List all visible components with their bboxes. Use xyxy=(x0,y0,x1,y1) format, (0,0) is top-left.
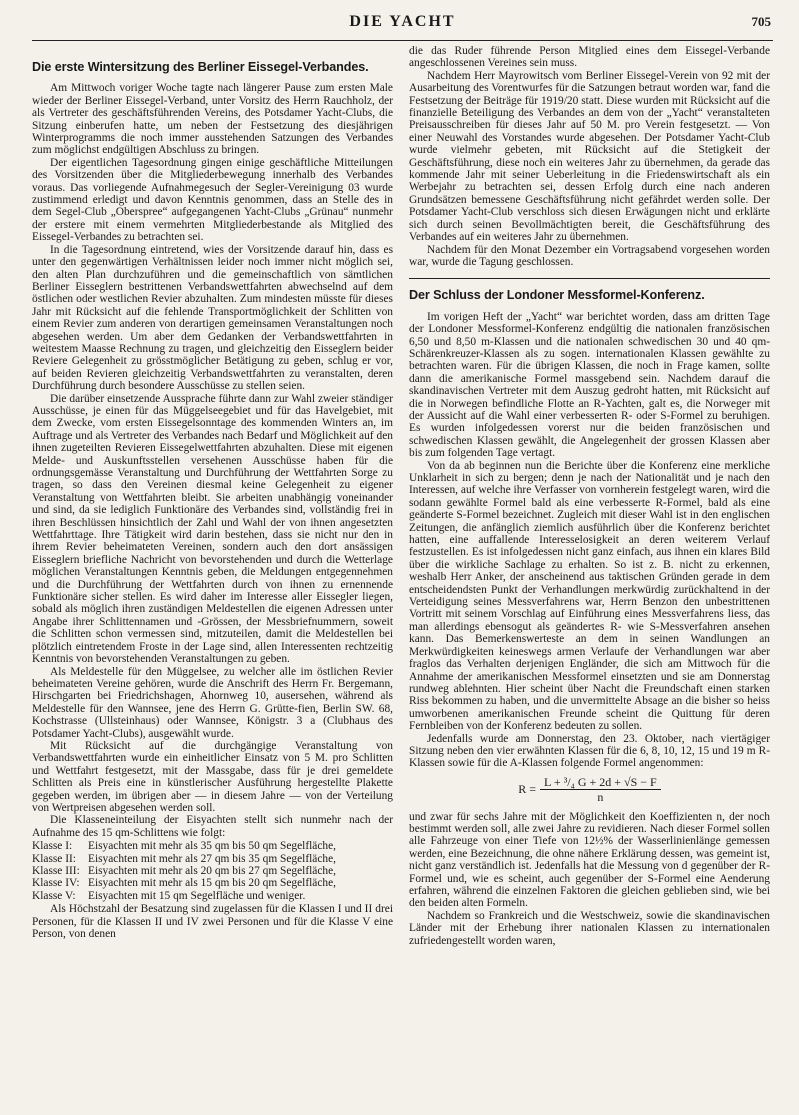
publication-title: DIE YACHT xyxy=(349,13,456,30)
article-columns xyxy=(32,45,773,1115)
paragraph: Nachdem für den Monat Dezember ein Vortragsabend vorgesehen worden war, wurde die Tagung geschlossen. xyxy=(409,243,770,268)
class-label: Klasse IV: xyxy=(32,877,80,890)
class-text: Eisyachten mit mehr als 20 qm bis 27 qm Segelfläche, xyxy=(88,865,337,877)
paragraph: Nachdem so Frankreich und die Westschweiz, sowie die skandinavischen Länder mit der Erhebung ihrer nationalen Klassen zu internationalen zufriedengestellt worden waren, xyxy=(409,909,770,947)
left-column xyxy=(32,45,393,1115)
section-divider xyxy=(409,278,770,279)
paragraph: Am Mittwoch voriger Woche tagte nach längerer Pause zum ersten Male wieder der Berliner Eissegel-Verband, unter Vorsitz des Herrn Rauchholz, der als Vertreter des geschäftsführenden Vereins, des Potsdamer Yacht-Clubs, die Sitzung einberufen hatte, um neben der Festsetzung des diesjährigen Winterprogramms die noch immer ausstehenden Satzungen des Verbandes zum möglichst endgültigen Abschluss zu bringen. xyxy=(32,82,393,157)
formula-numerator: L + ³/₄ G + 2d + √S − F xyxy=(540,776,661,790)
paragraph: Mit Rücksicht auf die durchgängige Veranstaltung von Verbandswettfahrten wurde ein einheitlicher Einsatz von 5 M. pro Schlitten und Wettfahrt festgesetzt, mit der Massgabe, dass für je drei gemeldete Schlitten als Preis eine in künstlerischer Ausführung hergestellte Plakette gegeben werden, im übrigen aber — in diesem Jahre — von der Verteilung von Wertpreisen abgesehen werden soll. xyxy=(32,739,393,814)
class-row xyxy=(32,890,393,902)
formula-lhs: R = xyxy=(518,782,537,797)
class-list xyxy=(32,840,393,902)
paragraph: Die darüber einsetzende Aussprache führte dann zur Wahl zweier ständiger Ausschüsse, je einen für das Müggelseegebiet und für das Havelgebiet, mit dem Zwecke, vom ersten Eissegelsonntage des kommenden Winters an, im Auftrage und als Vertreter des Verbandes nach Bedarf und Möglichkeit auf den ihnen zugeteilten Revieren Eissegelwettfahrten abzuhalten. Diese mit eigenen Melde- und Auskunftsstellen versehenen Ausschüsse haben für die ordnungsgemässe Veranstaltung und Durchführung der Wettfahrten Sorge zu tragen, so dass den Vereinen diesmal keine Gelegenheit zu eigener Veranstaltung von Wettfahrten bleibt. Sie arbeiten unabhängig voneinander und sind, da sie lediglich Funktionäre des Verbandes sind, vollständig frei in ihren Beschlüssen hinsichtlich der Zahl und Wahl der von ihnen angesetzten Wettfahrttage. Ihre Tätigkeit wird darin bestehen, dass sie nicht nur den in ihrem Revier beheimateten Vereinen, sondern auch den dort ansässigen Eisseglern briefliche Nachricht von bevorstehenden und durch die Wetterlage möglichen Veranstaltungen Kenntnis geben, die Meldungen entgegennehmen und die Durchführung der Wettfahrten durch von ihnen zu ernennende Funktionäre sicher stellen. Es wird daher im Interesse aller Eissegler liegen, sobald als möglich ihren zuständigen Meldestellen die eigenen Adressen unter Angabe ihrer Schlittennamen und -Grössen, der Messbriefnummern, soweit die Schlitten schon vermessen sind, mitzuteilen, damit die Meldestellen bei plötzlich eintretendem Froste in der Lage sind, allen Interessenten rechtzeitig Kenntnis von bevorstehenden Veranstaltungen zu geben. xyxy=(32,392,393,666)
paragraph: In die Tagesordnung eintretend, wies der Vorsitzende darauf hin, dass es unter den gegenwärtigen Verhältnissen leider noch immer nicht möglich sei, den alten Plan durchzuführen und die gemeinschaftlich von sämtlichen Berliner Eisseglern bestrittenen Verbandswettfahrten abwechselnd auf dem östlichen oder westlichen Revier abzuhalten. Zum mindesten müsste für dieses Jahr mit Rücksicht auf die fehlende Transportmöglichkeit der Schlitten von einem Revier zum anderen von derartigen gemeinsamen Veranstaltungen noch abgesehen werden. Um aber dem Gedanken der Verbandswettfahrten in weitestem Maasse Rechnung zu tragen, und gleichzeitig den Eisseglern beider Reviere Gelegenheit zu grösstmöglicher Betätigung zu geben, schlug er vor, auf beiden Revieren gleichzeitig Verbandswettfahrten zu veranstalten, deren Durchführung durch besondere Ausschüsse zu stellen seien. xyxy=(32,243,393,393)
class-row xyxy=(32,865,393,877)
paragraph: Als Meldestelle für den Müggelsee, zu welcher alle im östlichen Revier beheimateten Vereine gehören, wurde die Anschrift des Herrn Fr. Bergemann, Hirschgarten bei Friedrichshagen, Ahornweg 10, ausersehen, während als Meldestelle für den Wannsee, jene des Herrn G. Grütte-fien, Berlin SW. 68, Kochstrasse (Ullsteinhaus) oder Wannsee, Königstr. 3 a (Clubhaus des Potsdamer Yacht-Clubs), ausgewählt wurde. xyxy=(32,665,393,740)
class-text: Eisyachten mit mehr als 35 qm bis 50 qm Segelfläche, xyxy=(88,840,337,853)
page-number: 705 xyxy=(751,14,771,29)
paragraph: Der eigentlichen Tagesordnung gingen einige geschäftliche Mitteilungen des Vorsitzenden über die Mitgliederbewegung innerhalb des Verbandes voraus. Das vorliegende Aufnahmegesuch der Segler-Vereinigung 03 wurde zustimmend erledigt und davon Kenntnis genommen, dass an Stelle des in dem Segel-Club „Oberspree“ aufgegangenen Yacht-Clubs „Grünau“ nunmehr der erstere mit einem vermehrten Mitgliederbestande als Mitglied des Eissegel-Verbandes zu betrachten sei. xyxy=(32,156,393,244)
paragraph: und zwar für sechs Jahre mit der Möglichkeit den Koeffizienten n, der noch bestimmt werden soll, alle zwei Jahre zu revidieren. Nach dieser Formel sollen alle Fahrzeuge von einer Tiefe von 12½% der Wasserlinienlänge gemessen werden, eine Bezeichnung, die ohne nähere Erklärung dessen, was gemeint ist, nicht ganz verständlich ist. Jedenfalls hat die Messung von d gegenüber der R-Formel und, wie es scheint, auch gegenüber der S-Formel eine Aenderung erfahren, während die einzelnen Faktoren die gleichen geblieben sind, wie bei den beiden alten Formeln. xyxy=(409,810,770,910)
class-row xyxy=(32,877,393,889)
class-text: Eisyachten mit mehr als 15 qm bis 20 qm Segelfläche, xyxy=(88,877,337,890)
right-column xyxy=(409,45,770,1115)
paragraph: Als Höchstzahl der Besatzung sind zugelassen für die Klassen I und II drei Personen, für die Klassen II und IV zwei Personen und für die Klasse V eine Person, von denen xyxy=(32,903,393,941)
class-label: Klasse III: xyxy=(32,865,80,877)
article-title-eissegel: Die erste Wintersitzung des Berliner Eissegel-Verbandes. xyxy=(32,60,369,74)
paragraph: Im vorigen Heft der „Yacht“ war berichtet worden, dass am dritten Tage der Londoner Messformel-Konferenz endgültig die nationalen französischen 6,50 und 8,50 m-Klassen und die nationalen schwedischen 30 und 40 qm-Schärenkreuzer-Klassen als zu sogen. internationalen Klassen gewählte zu betrachten waren. Für die übrigen Klassen, die noch in Frage kamen, sollte dann die amerikanische Formel massgebend sein. Nachdem darauf die skandinavischen Vertreter mit dem Auszug gedroht hatten, mit Rücksicht auf die in Norwegen befindliche Flotte an R-Yachten, galt es, die Norweger mit der Aussicht auf die Wahl einer verbesserten R- oder S-Formel zu beruhigen. Es wurden infolgedessen vorerst nur die beiden französischen und schwedischen Klassen gewählt, die Angelegenheit der grossen Klassen aber bis zum folgenden Tage vertagt. xyxy=(409,310,770,460)
class-row xyxy=(32,840,393,852)
rating-formula xyxy=(409,776,770,804)
class-text: Eisyachten mit 15 qm Segelfläche und weniger. xyxy=(88,889,306,902)
paragraph: Die Klasseneinteilung der Eisyachten stellt sich nunmehr nach der Aufnahme des 15 qm-Schlittens wie folgt: xyxy=(32,814,393,839)
class-label: Klasse V: xyxy=(32,889,76,902)
paragraph: Von da ab beginnen nun die Berichte über die Konferenz eine merkliche Unklarheit in sich zu bergen; denn je nach der Nationalität und je nach den Interessen, auf welche ihre Verfasser von vornherein festgelegt waren, wird die sodann gewählte Formel bald als eine verbesserte R-Formel, bald als eine geänderte S-Formel bezeichnet. Zugleich mit dieser Wahl ist in den englischen Zeitungen, die anfänglich ziemlich ausführlich über die Konferenz berichtet hatten, eine auffallende Interesselosigkeit an deren weiterem Verlauf festzustellen. Es ist infolgedessen nicht ganz einfach, aus ihnen ein klares Bild über die wirkliche Sachlage zu erhalten. So ist z. B. nicht zu erkennen, weshalb Herr Anker, der anscheinend aus taktischen Gründen gerade in dem entscheidendsten Punkt der Verhandlungen merkwürdig zurückhaltend in der Verteidigung seines Messverfahrens war, Herrn Benzon den unbestrittenen Vortritt mit seinem Vorschlag auf Einführung eines Messverfahrens liess, das man allerdings ebensogut als geändertes R- wie S-Messverfahren ansehen kann. Das Bemerkenswerteste an dem in seinen Wandlungen an Merkwürdigkeiten keineswegs armen Verlaufe der Verhandlungen war aber fraglos das Verhalten derjenigen Engländer, die sich am Mittwoch für die Annahme der amerikanischen Messformel einsetzten und sie am Donnerstag rundweg ablehnten. Hier scheint über Nacht die Freundschaft einen starken Riss bekommen zu haben, und die unvermittelte Absage an die bisher so heiss umworbenen amerikanischen Freunde scheint die Quittung für deren Fernbleiben von der Konferenz bedeuten zu sollen. xyxy=(409,459,770,733)
paragraph: die das Ruder führende Person Mitglied eines dem Eissegel-Verbande angeschlossenen Vereines sein muss. xyxy=(409,45,770,70)
formula-fraction xyxy=(540,776,661,804)
paragraph: Nachdem Herr Mayrowitsch vom Berliner Eissegel-Verein von 92 mit der Ausarbeitung des Vorentwurfes für die Satzungen betraut worden war, fand die Festsetzung der Beiträge für 1919/20 statt. Diese wurden mit Rücksicht auf die finanzielle Beteiligung des Verbandes an dem von der „Yacht“ veranstalteten Preisausschreiben für dieses Jahr auf 50 M. pro Verein festgesetzt. — Von einer Neuwahl des Vorstandes wurde abgesehen. Der Potsdamer Yacht-Club wurde vielmehr gebeten, mit Rücksicht auf die Stetigkeit der Geschäftsführung, diese noch ein weiteres Jahr zu übernehmen, da gerade das kommende Jahr mit seiner Ueberleitung in die Friedenswirtschaft als ein Werbejahr zu betrachten sei, dessen Erfolg durch eine nach anderen Grundsätzen bemessene Geschäftsführung nicht gefährdet werden solle. Der Potsdamer Yacht-Club verschloss sich diesen Erwägungen nicht und erklärte sich durch seinen Bevollmächtigten bereit, die Geschäftsführung des Verbandes auf ein weiteres Jahr zu übernehmen. xyxy=(409,69,770,244)
paragraph: Jedenfalls wurde am Donnerstag, den 23. Oktober, nach viertägiger Sitzung neben den vier erwähnten Klassen für die 6, 8, 10, 12, 15 und 19 m R-Klassen sowie für die A-Klassen folgende Formel angenommen: xyxy=(409,732,770,770)
class-row xyxy=(32,853,393,865)
article-title-messformel: Der Schluss der Londoner Messformel-Konferenz. xyxy=(409,288,705,303)
class-text: Eisyachten mit mehr als 27 qm bis 35 qm Segelfläche, xyxy=(88,852,337,865)
running-head xyxy=(32,10,773,41)
formula-denominator: n xyxy=(597,790,604,805)
class-label: Klasse II: xyxy=(32,852,76,865)
class-label: Klasse I: xyxy=(32,840,73,853)
